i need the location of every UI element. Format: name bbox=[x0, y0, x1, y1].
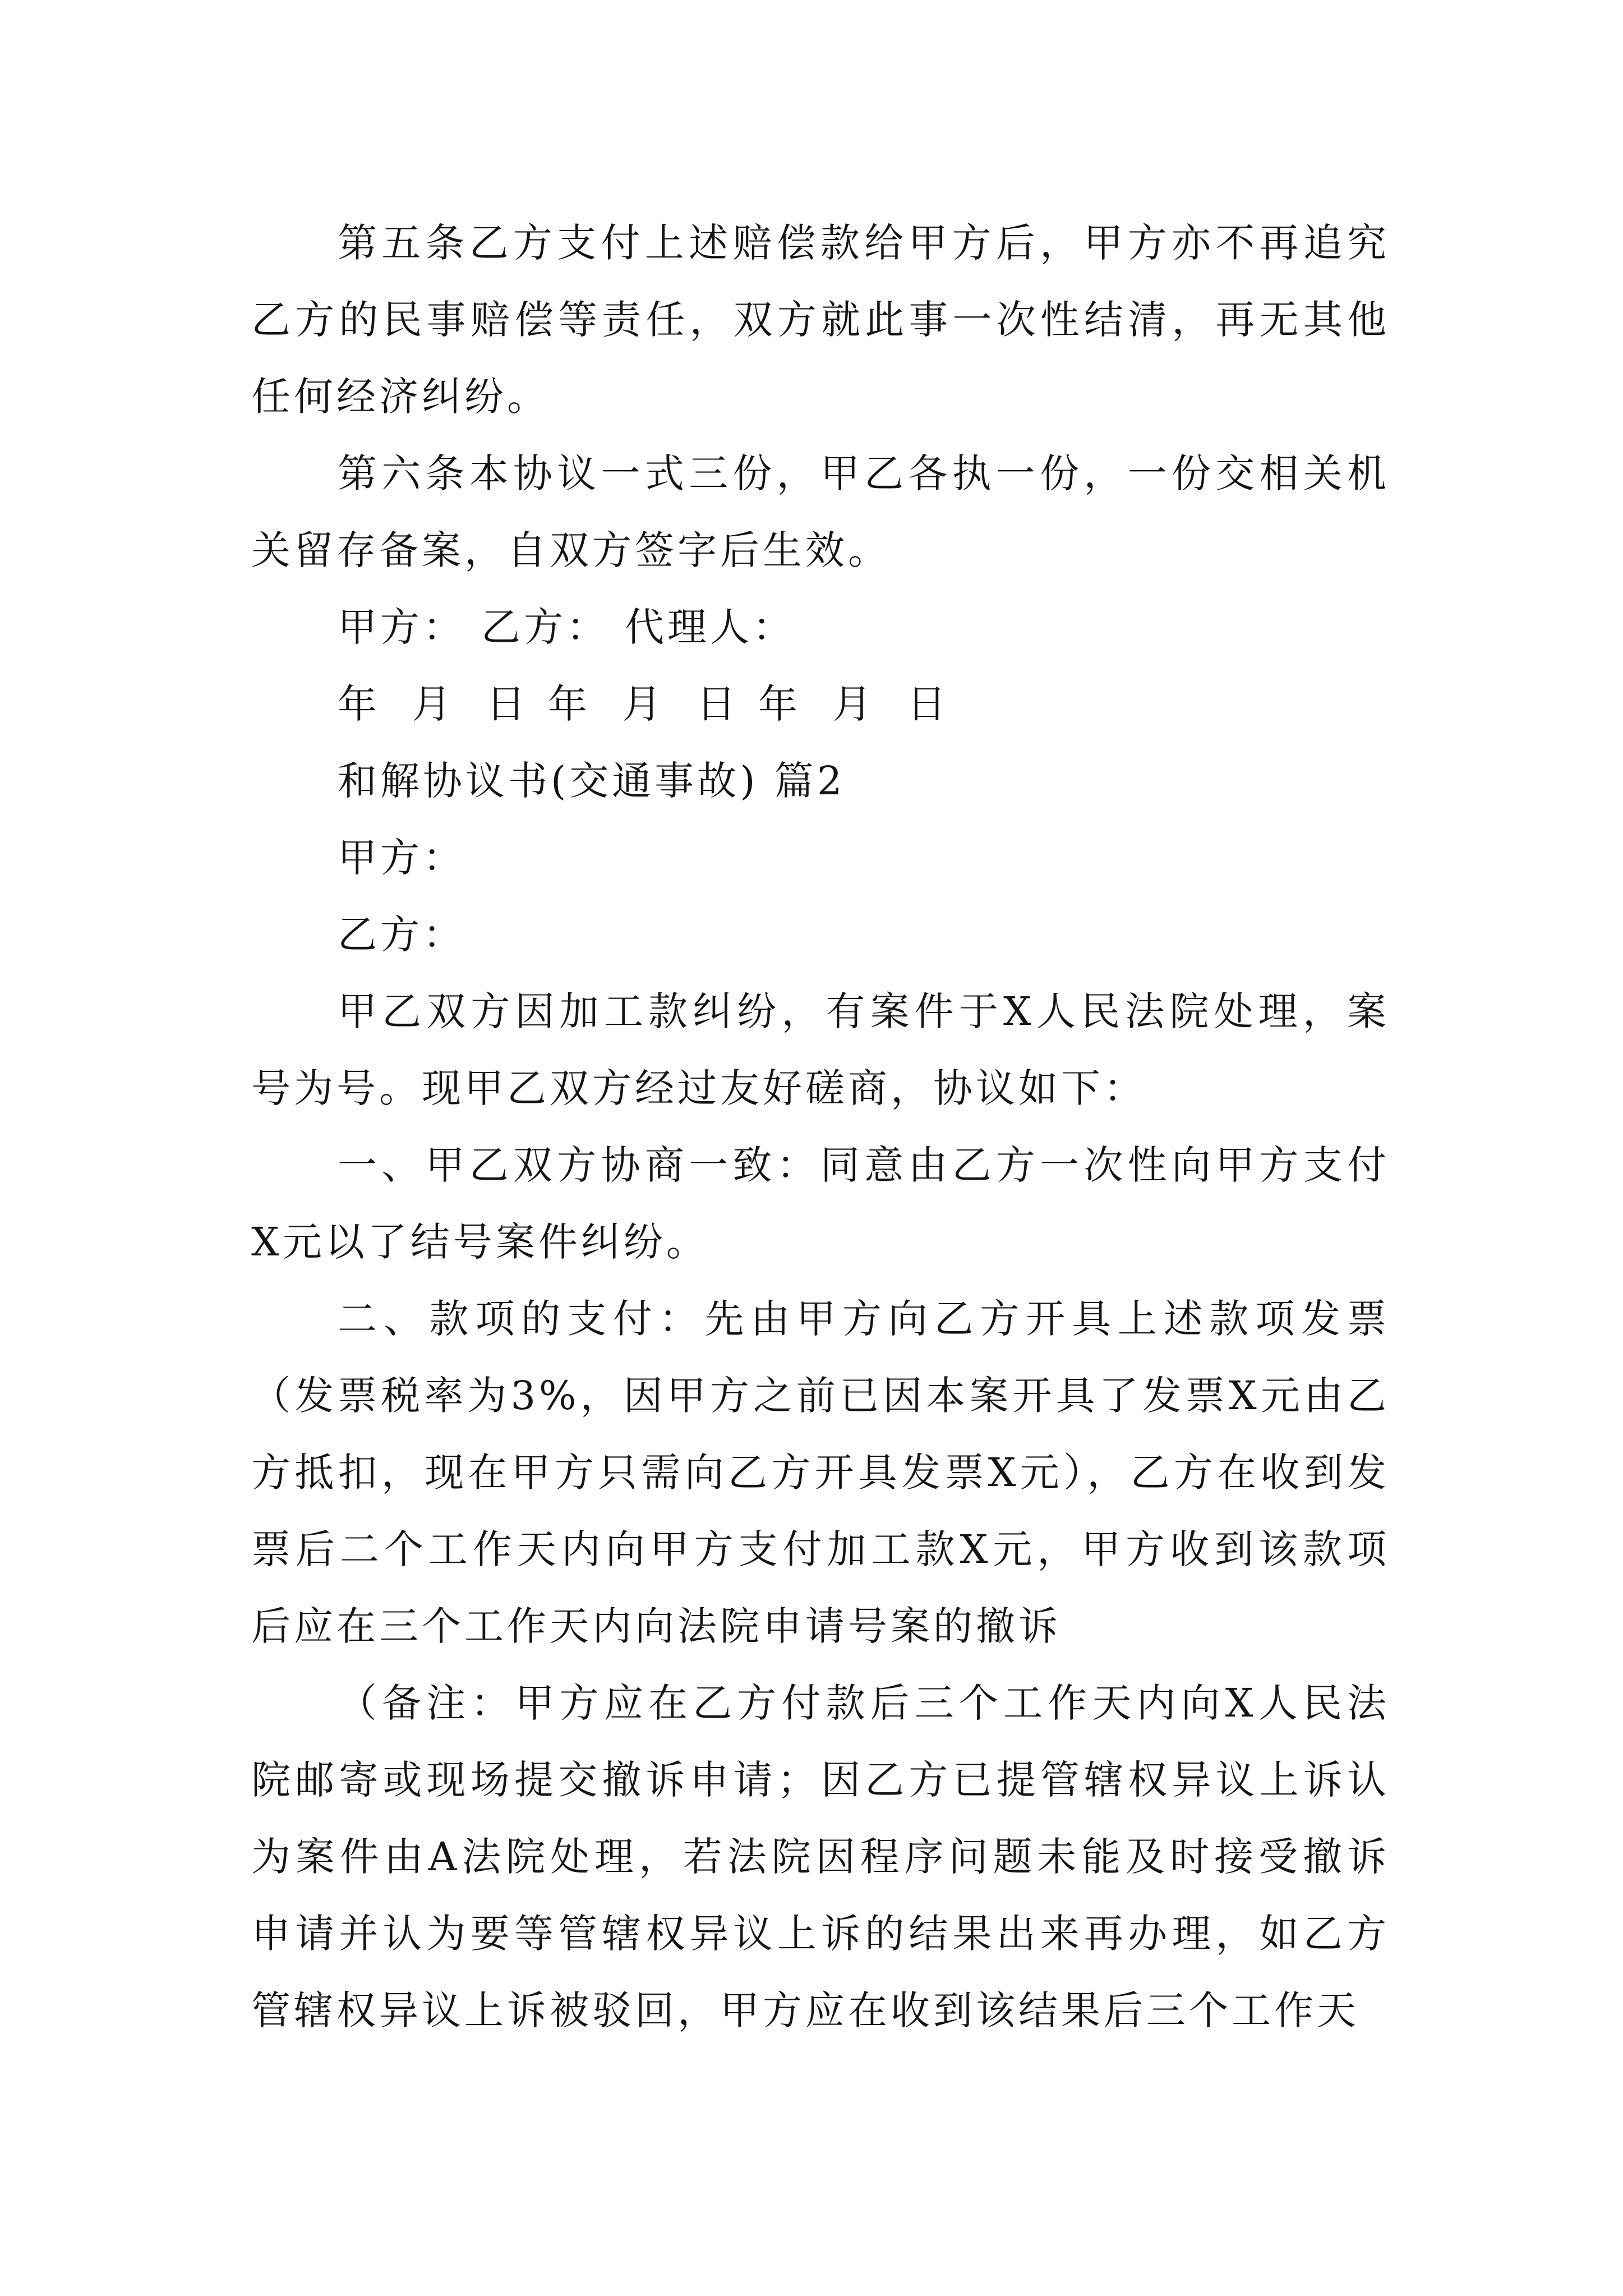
party-b-label: 乙方： bbox=[338, 912, 465, 958]
party-a-signature-label: 甲方： bbox=[338, 604, 465, 650]
article-6-paragraph: 第六条本协议一式三份，甲乙各执一份，一份交相关机关留存备案，自双方签字后生效。 bbox=[251, 450, 1390, 573]
clause-2-paragraph: 二、款项的支付：先由甲方向乙方开具上述款项发票（发票税率为3%，因甲方之前已因本案开具了发票X元由乙方抵扣，现在甲方只需向乙方开具发票X元），乙方在收到发票后二个工作天内向甲方支付加工款X元，甲方收到该款项后应在三个工作天内向法院申请号案的撤诉 bbox=[251, 1296, 1390, 1649]
agent-signature-label: 代理人： bbox=[625, 604, 795, 650]
date-group-1: 年 月 日 bbox=[338, 681, 529, 727]
intro-paragraph: 甲乙双方因加工款纠纷，有案件于X人民法院处理，案号为号。现甲乙双方经过友好磋商，协议如下： bbox=[251, 988, 1390, 1111]
party-b-signature-label: 乙方： bbox=[481, 604, 609, 650]
document-body bbox=[251, 205, 1390, 2049]
article-5-paragraph: 第五条乙方支付上述赔偿款给甲方后，甲方亦不再追究乙方的民事赔偿等责任，双方就此事一次性结清，再无其他任何经济纠纷。 bbox=[251, 220, 1390, 420]
section-title: 和解协议书(交通事故) 篇2 bbox=[338, 758, 846, 804]
date-group-2: 年 月 日 bbox=[548, 681, 740, 727]
clause-1-paragraph: 一、甲乙双方协商一致：同意由乙方一次性向甲方支付X元以了结号案件纠纷。 bbox=[251, 1142, 1390, 1265]
date-line bbox=[251, 666, 1390, 743]
note-paragraph: （备注：甲方应在乙方付款后三个工作天内向X人民法院邮寄或现场提交撤诉申请；因乙方已提管辖权异议上诉认为案件由A法院处理，若法院因程序问题未能及时接受撤诉申请并认为要等管辖权异议上诉的结果出来再办理，如乙方管辖权异议上诉被驳回，甲方应在收到该结果后三个工作天 bbox=[251, 1680, 1390, 2033]
date-group-3: 年 月 日 bbox=[758, 681, 950, 727]
party-a-label: 甲方： bbox=[338, 835, 465, 881]
signature-line bbox=[251, 589, 1390, 666]
